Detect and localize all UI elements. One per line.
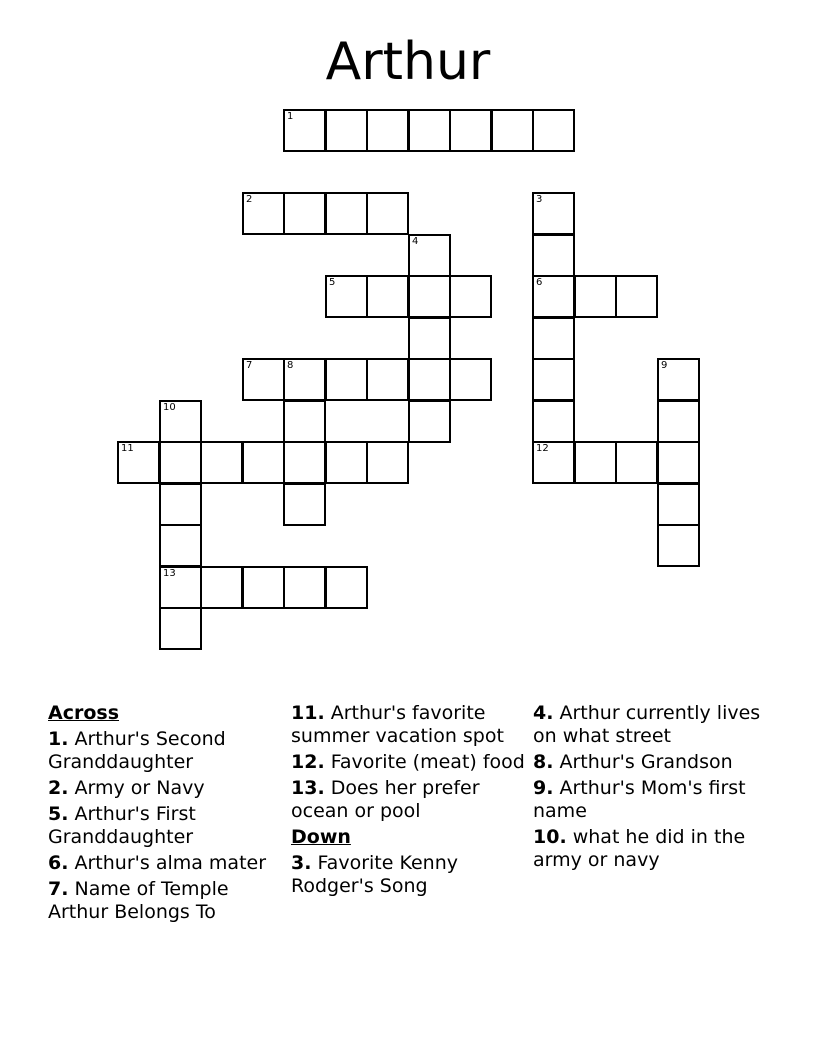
clue-text: Arthur's Second Granddaughter	[48, 728, 226, 773]
grid-cell[interactable]	[242, 566, 285, 609]
grid-cell[interactable]	[408, 234, 451, 277]
grid-cell[interactable]	[325, 109, 368, 152]
grid-cell[interactable]	[449, 358, 492, 401]
clue-number: 5.	[48, 803, 69, 825]
grid-cell[interactable]	[366, 192, 409, 235]
clue-number: 6.	[48, 852, 69, 874]
clues-column-2	[291, 702, 527, 901]
cell-number: 6	[536, 277, 543, 288]
cell-number: 8	[287, 360, 294, 371]
grid-cell[interactable]	[657, 524, 700, 567]
cell-number: 3	[536, 194, 543, 205]
grid-cell[interactable]	[408, 275, 451, 318]
grid-cell[interactable]	[283, 358, 326, 401]
clue-down-10	[533, 826, 763, 872]
grid-cell[interactable]	[242, 358, 285, 401]
clue-number: 4.	[533, 702, 554, 724]
clue-number: 11.	[291, 702, 325, 724]
grid-cell[interactable]	[159, 524, 202, 567]
clue-number: 2.	[48, 777, 69, 799]
clue-number: 3.	[291, 852, 312, 874]
grid-cell[interactable]	[615, 275, 658, 318]
cell-number: 4	[412, 236, 419, 247]
cell-number: 5	[329, 277, 336, 288]
grid-cell[interactable]	[408, 358, 451, 401]
clue-number: 10.	[533, 826, 567, 848]
cell-number: 10	[163, 402, 176, 413]
grid-cell[interactable]	[532, 358, 575, 401]
clue-across-1	[48, 728, 278, 774]
clue-across-12	[291, 751, 527, 774]
grid-cell[interactable]	[532, 234, 575, 277]
grid-cell[interactable]	[325, 566, 368, 609]
clue-across-7	[48, 878, 278, 924]
grid-cell[interactable]	[532, 109, 575, 152]
grid-cell[interactable]	[366, 275, 409, 318]
grid-cell[interactable]	[615, 441, 658, 484]
grid-cell[interactable]	[449, 109, 492, 152]
clue-across-11	[291, 702, 527, 748]
grid-cell[interactable]	[159, 441, 202, 484]
grid-cell[interactable]	[657, 400, 700, 443]
grid-cell[interactable]	[159, 607, 202, 650]
grid-cell[interactable]	[200, 566, 243, 609]
grid-cell[interactable]	[283, 400, 326, 443]
clue-across-2	[48, 777, 278, 800]
grid-cell[interactable]	[117, 441, 160, 484]
grid-cell[interactable]	[242, 192, 285, 235]
clue-text: Arthur's Grandson	[559, 751, 733, 773]
cell-number: 9	[661, 360, 668, 371]
grid-cell[interactable]	[159, 566, 202, 609]
across-heading: Across	[48, 702, 120, 724]
cell-number: 11	[121, 443, 134, 454]
clue-down-9	[533, 777, 763, 823]
clue-number: 1.	[48, 728, 69, 750]
clues-column-1	[48, 702, 278, 927]
grid-cell[interactable]	[532, 192, 575, 235]
grid-cell[interactable]	[532, 441, 575, 484]
grid-cell[interactable]	[283, 109, 326, 152]
grid-cell[interactable]	[283, 441, 326, 484]
grid-cell[interactable]	[283, 192, 326, 235]
clue-text: Does her prefer ocean or pool	[291, 777, 480, 822]
grid-cell[interactable]	[325, 358, 368, 401]
grid-cell[interactable]	[657, 441, 700, 484]
grid-cell[interactable]	[657, 358, 700, 401]
grid-cell[interactable]	[574, 275, 617, 318]
grid-cell[interactable]	[283, 483, 326, 526]
grid-cell[interactable]	[325, 441, 368, 484]
grid-cell[interactable]	[449, 275, 492, 318]
clue-text: Arthur's alma mater	[74, 852, 267, 874]
grid-cell[interactable]	[408, 400, 451, 443]
clue-text: Favorite Kenny Rodger's Song	[291, 852, 458, 897]
grid-cell[interactable]	[532, 275, 575, 318]
clue-text: Arthur's First Granddaughter	[48, 803, 196, 848]
clue-across-5	[48, 803, 278, 849]
grid-cell[interactable]	[325, 192, 368, 235]
grid-cell[interactable]	[657, 483, 700, 526]
clue-number: 13.	[291, 777, 325, 799]
clues-column-3	[533, 702, 763, 875]
clue-text: Arthur's favorite summer vacation spot	[291, 702, 504, 747]
grid-cell[interactable]	[159, 400, 202, 443]
grid-cell[interactable]	[408, 317, 451, 360]
grid-cell[interactable]	[491, 109, 534, 152]
grid-cell[interactable]	[532, 317, 575, 360]
grid-cell[interactable]	[574, 441, 617, 484]
cell-number: 2	[246, 194, 253, 205]
down-heading: Down	[291, 826, 351, 848]
clue-down-4	[533, 702, 763, 748]
grid-cell[interactable]	[159, 483, 202, 526]
cell-number: 13	[163, 568, 176, 579]
clue-down-8	[533, 751, 763, 774]
puzzle-title: Arthur	[325, 32, 491, 92]
clue-number: 7.	[48, 878, 69, 900]
grid-cell[interactable]	[242, 441, 285, 484]
grid-cell[interactable]	[366, 109, 409, 152]
clue-number: 9.	[533, 777, 554, 799]
clue-number: 8.	[533, 751, 554, 773]
clue-text: Name of Temple Arthur Belongs To	[48, 878, 229, 923]
clue-across-6	[48, 852, 278, 875]
grid-cell[interactable]	[532, 400, 575, 443]
cell-number: 7	[246, 360, 253, 371]
clue-number: 12.	[291, 751, 325, 773]
clue-text: Favorite (meat) food	[330, 751, 525, 773]
grid-cell[interactable]	[200, 441, 243, 484]
clue-across-13	[291, 777, 527, 823]
grid-cell[interactable]	[283, 566, 326, 609]
grid-cell[interactable]	[366, 358, 409, 401]
clue-text: Army or Navy	[74, 777, 205, 799]
grid-cell[interactable]	[408, 109, 451, 152]
grid-cell[interactable]	[325, 275, 368, 318]
grid-cell[interactable]	[366, 441, 409, 484]
cell-number: 1	[287, 111, 294, 122]
clue-text: Arthur's Mom's first name	[533, 777, 746, 822]
cell-number: 12	[536, 443, 549, 454]
clue-text: Arthur currently lives on what street	[533, 702, 761, 747]
clue-text: what he did in the army or navy	[533, 826, 746, 871]
clue-down-3	[291, 852, 527, 898]
